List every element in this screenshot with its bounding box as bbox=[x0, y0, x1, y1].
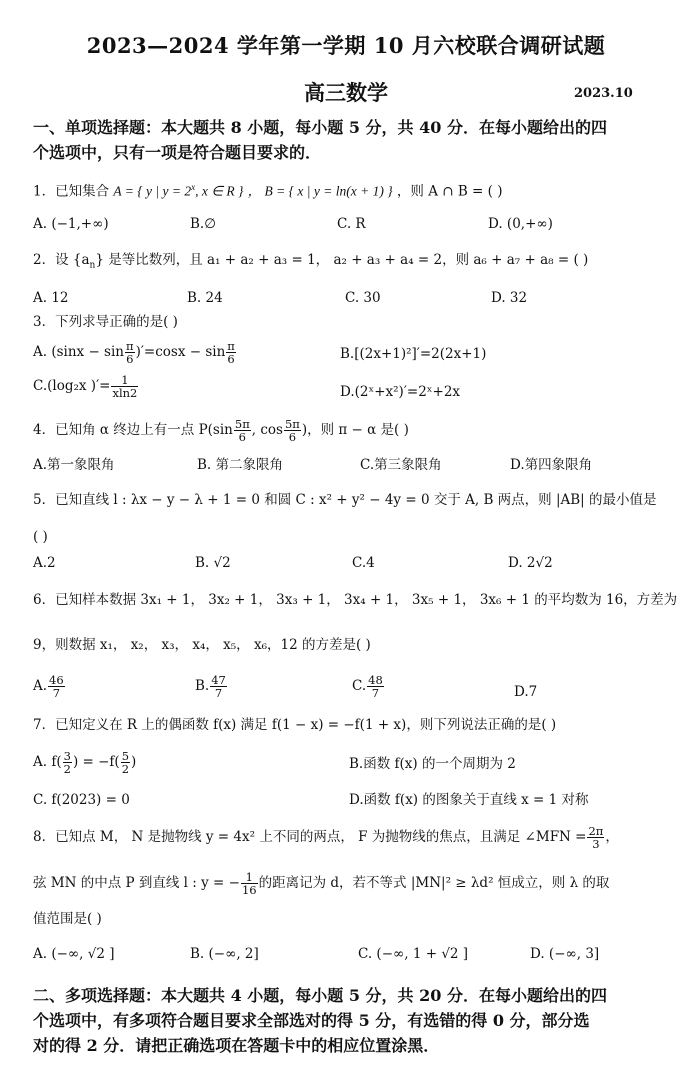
q5-option-d: D. 2√2 bbox=[508, 555, 553, 571]
option-label: A. bbox=[33, 678, 48, 694]
q2-option-c: C. 30 bbox=[345, 290, 381, 306]
q3-option-a-pre: A. (sinx − sin bbox=[33, 344, 124, 360]
q1-ask: ，则 A ∩ B = ( ) bbox=[396, 183, 503, 200]
fraction-numerator: 1 bbox=[111, 374, 138, 387]
fraction-numerator: π bbox=[227, 339, 235, 353]
q3-option-d: D.(2ˣ+x²)′=2ˣ+2x bbox=[340, 384, 461, 400]
option-label: C. bbox=[352, 678, 367, 694]
exam-subtitle: 高三数学 bbox=[304, 80, 388, 105]
q3-option-a-mid: )′=cosx − sin bbox=[135, 344, 226, 360]
five-pi-over-6-fraction bbox=[284, 418, 301, 443]
q8-line1-post: ， bbox=[605, 829, 619, 845]
q8-line2-post: 的距离记为 d，若不等式 |MN|² ≥ λd² 恒成立，则 λ 的取 bbox=[258, 875, 610, 891]
question-6-line1: 6．已知样本数据 3x₁ + 1， 3x₂ + 1， 3x₃ + 1， 3x₄ + 1， 3x₅ + 1， 3x₆ + 1 的平均数为 16，方差为 bbox=[33, 592, 678, 608]
fraction-denominator: xln2 bbox=[112, 386, 138, 400]
fraction-numerator: 46 bbox=[49, 673, 64, 687]
exam-date: 2023.10 bbox=[574, 86, 633, 101]
five-halves-fraction bbox=[121, 750, 130, 775]
q6-option-d: D.7 bbox=[514, 684, 538, 700]
one-over-xln2-fraction bbox=[111, 374, 138, 399]
fraction-numerator: 48 bbox=[368, 673, 383, 687]
option-fraction bbox=[48, 674, 65, 699]
q6-option-b bbox=[195, 674, 228, 699]
q3-option-b: B.[(2x+1)²]′=2(2x+1) bbox=[340, 346, 487, 362]
q1-exponent: x bbox=[191, 182, 196, 192]
q7-option-a-post: ) bbox=[131, 754, 137, 770]
q2-text-tail: } 是等比数列，且 a₁ + a₂ + a₃ = 1， a₂ + a₃ + a₄ = 2，则 a₆ + a₇ + a₈ = ( ) bbox=[95, 252, 589, 268]
q7-option-a-mid: ) = −f( bbox=[72, 754, 120, 770]
fraction-numerator: 5 bbox=[121, 749, 130, 763]
question-8-line2 bbox=[33, 871, 609, 896]
fraction-denominator: 3 bbox=[592, 837, 600, 851]
question-8-line3: 值范围是( ) bbox=[33, 911, 102, 927]
q8-line1-pre: 8．已知点 M， N 是抛物线 y = 4x² 上不同的两点， F 为抛物线的焦点，且满足 ∠MFN = bbox=[33, 829, 587, 845]
q6-option-c bbox=[352, 674, 385, 699]
fraction-numerator: 5π bbox=[234, 417, 250, 431]
q4-post: )，则 π − α 是( ) bbox=[301, 422, 409, 438]
q3-option-c-pre: C.(log₂x )′= bbox=[33, 378, 111, 394]
pi-over-6-fraction bbox=[125, 340, 135, 365]
q1-prefix: 1．已知集合 bbox=[33, 183, 110, 200]
fraction-denominator: 16 bbox=[241, 883, 257, 897]
section2-heading-line2: 个选项中，有多项符合题目要求全部选对的得 5 分，有选错的得 0 分，部分选 bbox=[33, 1011, 590, 1030]
question-5: 5．已知直线 l : λx − y − λ + 1 = 0 和圆 C : x² + y² − 4y = 0 交于 A, B 两点，则 |AB| 的最小值是 bbox=[33, 492, 657, 508]
fraction-denominator: 6 bbox=[227, 352, 235, 366]
fraction-denominator: 6 bbox=[288, 430, 297, 444]
section1-heading bbox=[33, 115, 663, 165]
q1-set-b: ， B = { x | y = ln(x + 1) } bbox=[247, 183, 393, 199]
fraction-denominator: 7 bbox=[52, 686, 61, 700]
fraction-denominator: 6 bbox=[238, 430, 246, 444]
question-6-line2: 9，则数据 x₁， x₂， x₃， x₄， x₅， x₆，12 的方差是( ) bbox=[33, 637, 371, 653]
q2-option-d: D. 32 bbox=[491, 290, 528, 306]
q7-option-c: C. f(2023) = 0 bbox=[33, 792, 130, 808]
fraction-denominator: 7 bbox=[371, 686, 380, 700]
option-fraction bbox=[367, 674, 384, 699]
q7-option-a bbox=[33, 750, 136, 775]
section1-heading-line1: 一、单项选择题：本大题共 8 小题，每小题 5 分，共 40 分．在每小题给出的四 bbox=[33, 118, 607, 137]
section2-heading-line1: 二、多项选择题：本大题共 4 小题，每小题 5 分，共 20 分．在每小题给出的四 bbox=[33, 986, 607, 1005]
fraction-numerator: 47 bbox=[211, 673, 226, 687]
q1-option-c: C. R bbox=[337, 216, 366, 232]
fraction-denominator: 2 bbox=[63, 762, 71, 776]
fraction-denominator: 6 bbox=[126, 352, 134, 366]
q4-option-d: D.第四象限角 bbox=[510, 457, 593, 473]
q4-mid: , cos bbox=[251, 422, 283, 438]
q2-option-b: B. 24 bbox=[187, 290, 223, 306]
one-sixteenth-fraction bbox=[241, 871, 258, 896]
option-label: B. bbox=[195, 678, 210, 694]
section2-heading bbox=[33, 983, 663, 1058]
question-1 bbox=[33, 178, 502, 201]
q7-option-a-pre: A. f( bbox=[33, 754, 62, 770]
section2-heading-line3: 对的得 2 分．请把正确选项在答题卡中的相应位置涂黑． bbox=[33, 1036, 440, 1055]
q8-option-c: C. (−∞, 1 + √2 ] bbox=[358, 946, 469, 962]
three-halves-fraction bbox=[63, 750, 72, 775]
section1-heading-line2: 个选项中，只有一项是符合题目要求的． bbox=[33, 143, 322, 162]
exam-title: 2023—2024 学年第一学期 10 月六校联合调研试题 bbox=[86, 33, 606, 58]
pi-over-6-fraction bbox=[226, 340, 236, 365]
fraction-numerator: π bbox=[126, 339, 134, 353]
q8-option-b: B. (−∞, 2] bbox=[190, 946, 259, 962]
question-3: 3．下列求导正确的是( ) bbox=[33, 314, 178, 330]
q4-option-b: B. 第二象限角 bbox=[197, 457, 284, 473]
q1-set-a-tail: , x ∈ R } bbox=[195, 183, 244, 199]
q7-option-b: B.函数 f(x) 的一个周期为 2 bbox=[349, 756, 516, 772]
fraction-denominator: 2 bbox=[121, 762, 130, 776]
q1-set-a: A = { y | y = 2 bbox=[113, 183, 192, 199]
q8-option-d: D. (−∞, 3] bbox=[530, 946, 600, 962]
q3-option-a bbox=[33, 340, 237, 365]
q8-line2-pre: 弦 MN 的中点 P 到直线 l : y = − bbox=[33, 875, 240, 891]
q5-option-c: C.4 bbox=[352, 555, 375, 571]
q1-option-a: A. (−1,+∞) bbox=[33, 216, 109, 232]
q3-option-c bbox=[33, 374, 139, 399]
q4-option-c: C.第三象限角 bbox=[360, 457, 442, 473]
q1-option-d: D. (0,+∞) bbox=[488, 216, 553, 232]
q4-option-a: A.第一象限角 bbox=[33, 457, 115, 473]
q2-option-a: A. 12 bbox=[33, 290, 69, 306]
fraction-numerator: 2π bbox=[588, 824, 604, 838]
q7-option-d: D.函数 f(x) 的图象关于直线 x = 1 对称 bbox=[349, 792, 589, 808]
fraction-numerator: 1 bbox=[241, 871, 258, 884]
q4-pre: 4．已知角 α 终边上有一点 P(sin bbox=[33, 422, 233, 438]
fraction-numerator: 3 bbox=[63, 749, 71, 763]
question-2 bbox=[33, 251, 588, 275]
fraction-denominator: 7 bbox=[214, 686, 223, 700]
q6-option-a bbox=[33, 674, 66, 699]
q5-option-b: B. √2 bbox=[195, 555, 231, 571]
q5-answer-paren: ( ) bbox=[33, 529, 48, 545]
q2-subscript: n bbox=[89, 260, 96, 271]
question-7: 7．已知定义在 R 上的偶函数 f(x) 满足 f(1 − x) = −f(1 + x)，则下列说法正确的是( ) bbox=[33, 717, 557, 733]
q8-option-a: A. (−∞, √2 ] bbox=[33, 946, 115, 962]
question-8-line1 bbox=[33, 825, 619, 850]
question-4 bbox=[33, 418, 409, 443]
fraction-numerator: 5π bbox=[284, 417, 300, 431]
option-fraction bbox=[210, 674, 227, 699]
q1-option-b: B.∅ bbox=[190, 216, 216, 232]
five-pi-over-6-fraction bbox=[234, 418, 251, 443]
q2-text: 2．设 {a bbox=[33, 252, 90, 268]
q5-option-a: A.2 bbox=[33, 555, 56, 571]
two-pi-over-3-fraction bbox=[587, 825, 604, 850]
